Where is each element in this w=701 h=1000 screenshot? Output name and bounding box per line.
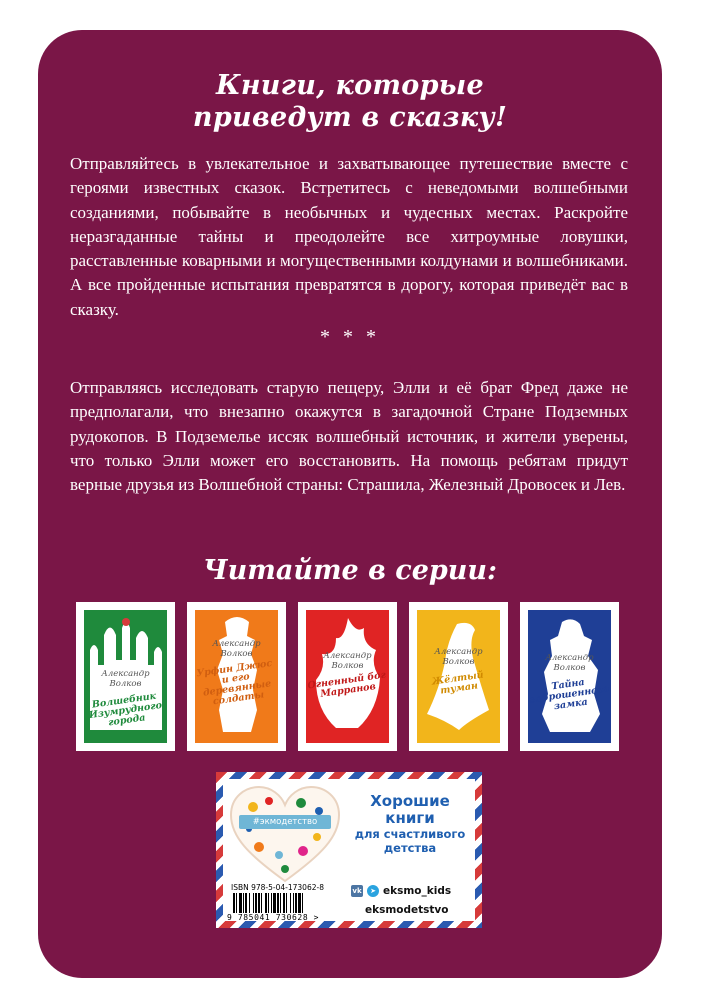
book-title: Огненный бог Марранов — [306, 669, 387, 700]
barcode-bar — [295, 893, 297, 913]
section-divider: * * * — [320, 326, 380, 348]
heading-line-2: приведут в сказку! — [192, 102, 508, 133]
barcode-bar — [280, 893, 281, 913]
book-cover-yellow-fog[interactable] — [409, 602, 508, 751]
book-cover-urfin-jus[interactable] — [187, 602, 286, 751]
isbn-number: ISBN 978-5-04-173062-8 — [231, 883, 324, 892]
barcode-bar — [286, 893, 287, 913]
book-title: Жёлтый туман — [431, 669, 485, 697]
barcode-bar — [277, 893, 279, 913]
barcode-bar — [271, 893, 272, 913]
barcode-bar — [253, 893, 254, 913]
social-row-kids[interactable] — [351, 885, 451, 897]
social-row-site[interactable] — [351, 904, 449, 916]
barcode-bar — [236, 893, 237, 913]
vk-icon: vk — [352, 887, 362, 895]
book-author: Александр Волков — [545, 653, 594, 673]
barcode-bar — [298, 893, 301, 913]
site-handle: eksmodetstvo — [365, 904, 449, 916]
social-handle: eksmo_kids — [383, 885, 452, 897]
barcode-bar — [233, 893, 235, 913]
barcode-bar — [255, 893, 257, 913]
barcode-bar — [243, 893, 244, 913]
barcode-bar — [258, 893, 260, 913]
book-author: Александр Волков — [434, 647, 483, 667]
book-title: Тайна заброшенного замка — [529, 676, 610, 713]
barcode-bar — [293, 893, 294, 913]
book-author: Александр Волков — [101, 669, 150, 689]
telegram-icon: ➤ — [367, 885, 379, 897]
book-cover-emerald-city[interactable] — [76, 602, 175, 751]
barcode-bar — [239, 893, 242, 913]
barcode-bar — [283, 893, 285, 913]
heading-line-1: Книги, которые — [215, 70, 485, 101]
book-cover-abandoned-castle[interactable] — [520, 602, 619, 751]
intro-paragraph: Отправляйтесь в увлекательное и захватывающее путешествие вместе с героями известных сказок. Встретитесь с неведомыми волшебными созданиями, побывайте в необычных и чудесных местах. Раскройте неразгаданные тайны и преодолейте все хитроумные ловушки, расставленные коварными и могущественными колдунами и волшебниками. А все пройденные испытания превратятся в дорогу, которая приведёт вас в сказку. — [70, 154, 628, 319]
publisher-postcard — [216, 772, 482, 928]
hashtag-label: #экмодетство — [239, 815, 331, 829]
book-title: Урфин Джюс и его деревянные солдаты — [195, 657, 273, 708]
book-title: Волшебник Изумрудного города — [88, 690, 163, 729]
book-author: Александр Волков — [212, 639, 261, 659]
barcode-bar — [245, 893, 247, 913]
publisher-slogan: Хорошие книги для счастливого детства — [354, 792, 466, 855]
barcode-icon — [231, 893, 343, 913]
barcode-bar — [302, 893, 303, 913]
postcard-body — [223, 779, 475, 921]
barcode-bar — [290, 893, 291, 913]
book-author: Александр Волков — [323, 651, 372, 671]
barcode-digits: 9 785041 730628 > — [227, 913, 320, 922]
barcode-bar — [249, 893, 250, 913]
barcode-bar — [273, 893, 276, 913]
barcode-bar — [261, 893, 262, 913]
series-heading: Читайте в серии: — [203, 555, 497, 586]
barcode-bar — [265, 893, 267, 913]
back-cover-panel — [38, 30, 662, 978]
synopsis-paragraph: Отправляясь исследовать старую пещеру, Элли и её брат Фред даже не предполагали, что внезапно окажутся в загадочной Стране Подземных рудокопов. В Подземелье иссяк волшебный источник, и жители уверены, что только Элли может его восстановить. На помощь ребятам придут верные друзья из Волшебной страны: Страшила, Железный Дровосек и Лев. — [70, 378, 628, 495]
heart-collage-icon — [229, 785, 341, 883]
book-cover-fire-god[interactable] — [298, 602, 397, 751]
barcode-bar — [268, 893, 269, 913]
